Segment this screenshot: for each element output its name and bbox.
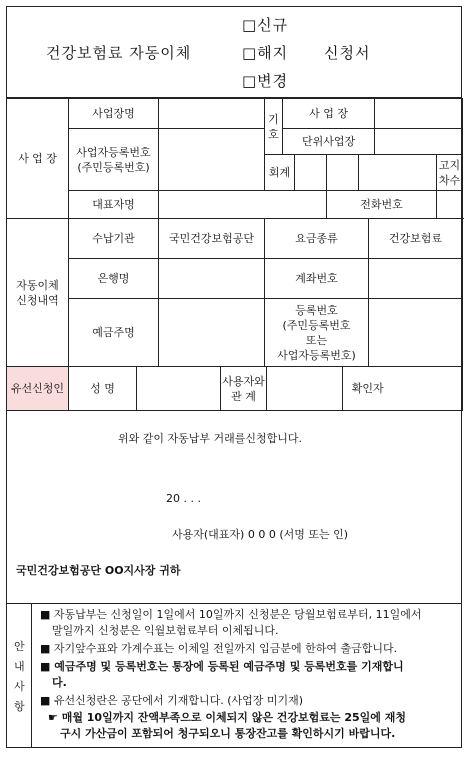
id-number-field[interactable] <box>369 299 463 367</box>
notes-divider <box>6 603 462 604</box>
applicant-name-field[interactable] <box>137 367 221 411</box>
bank-name-label: 은행명 <box>69 259 159 299</box>
unit-site-field[interactable] <box>375 129 463 155</box>
agency-value: 국민건강보험공단 <box>159 219 265 259</box>
note-phone-applicant: ■ 유선신청란은 공단에서 기재합니다. (사업장 미기재) <box>40 694 304 707</box>
holder-name-label: 예금주명 <box>69 299 159 367</box>
note-holder-id: ■ 예금주명 및 등록번호는 통장에 등록된 예금주명 및 등록번호를 기재합니 다. <box>40 660 404 689</box>
account-field-1[interactable] <box>295 155 327 191</box>
transfer-section-label: 자동이체 신청내역 <box>7 219 69 367</box>
representative-field[interactable] <box>159 191 327 219</box>
fee-type-value: 건강보험료 <box>369 219 463 259</box>
addressee: 국민건강보험공단 OO지사장 귀하 <box>16 564 181 577</box>
note-checks: ■ 자기앞수표와 가계수표는 이체일 전일까지 입금분에 한하여 출금합니다. <box>40 642 398 655</box>
phone-label: 전화번호 <box>327 191 437 219</box>
business-name-label: 사업장명 <box>69 99 159 129</box>
unit-site-label: 단위사업장 <box>283 129 375 155</box>
account-field-3[interactable] <box>359 155 437 191</box>
declaration-statement: 위와 같이 자동납부 거래를신청합니다. <box>118 432 303 445</box>
representative-label: 대표자명 <box>69 191 159 219</box>
site-field[interactable] <box>375 99 463 129</box>
signer-line[interactable]: 사용자(대표자) 0 0 0 (서명 또는 인) <box>172 528 349 541</box>
relation-label: 사용자와 관 계 <box>221 367 267 411</box>
account-number-field[interactable] <box>369 259 463 299</box>
id-number-label: 등록번호 (주민등록번호 또는 사업자등록번호) <box>265 299 369 367</box>
form-title-area <box>6 6 462 98</box>
form-title-suffix: 신청서 <box>324 44 371 62</box>
business-table <box>6 98 463 219</box>
holder-name-field[interactable] <box>159 299 265 367</box>
application-date[interactable]: 20 . . . <box>166 492 201 505</box>
notes-label: 안 내 사 항 <box>6 604 32 748</box>
note-rebilling: ☛ 매월 10일까지 잔액부족으로 이체되지 않은 건강보험료는 25일에 재청 구시 가산금이 포함되어 청구되오니 통장잔고를 확인하시기 바랍니다. <box>48 711 407 740</box>
reg-number-field[interactable] <box>159 129 265 191</box>
fee-type-label: 요금종류 <box>265 219 369 259</box>
option-new: □신규 <box>242 16 289 34</box>
confirmer-field[interactable] <box>393 367 463 411</box>
notice-count-label: 고지차수 <box>437 155 463 191</box>
sign-label: 기 호 <box>265 99 283 155</box>
business-section-label: 사 업 장 <box>7 99 69 219</box>
phone-applicant-label: 유선신청인 <box>7 367 69 411</box>
transfer-table <box>6 218 463 367</box>
account-label: 회계 <box>265 155 295 191</box>
account-field-2[interactable] <box>327 155 359 191</box>
phone-field[interactable] <box>437 191 463 219</box>
bank-name-field[interactable] <box>159 259 265 299</box>
site-label: 사 업 장 <box>283 99 375 129</box>
form-title: 건강보험료 자동이체 <box>46 44 192 62</box>
confirmer-label: 확인자 <box>343 367 393 411</box>
business-name-field[interactable] <box>159 99 265 129</box>
option-cancel: □해지 <box>242 44 289 62</box>
applicant-name-label: 성 명 <box>69 367 137 411</box>
reg-number-label: 사업자등록번호 (주민등록번호) <box>69 129 159 191</box>
account-number-label: 계좌번호 <box>265 259 369 299</box>
applicant-table <box>6 366 463 411</box>
option-change: □변경 <box>242 72 289 90</box>
agency-label: 수납기관 <box>69 219 159 259</box>
relation-field[interactable] <box>267 367 343 411</box>
note-auto-payment: ■ 자동납부는 신청일이 1일에서 10일까지 신청분은 당월보험료부터, 11일에서 말일까지 신청분은 익월보험료부터 이체됩니다. <box>40 608 422 637</box>
